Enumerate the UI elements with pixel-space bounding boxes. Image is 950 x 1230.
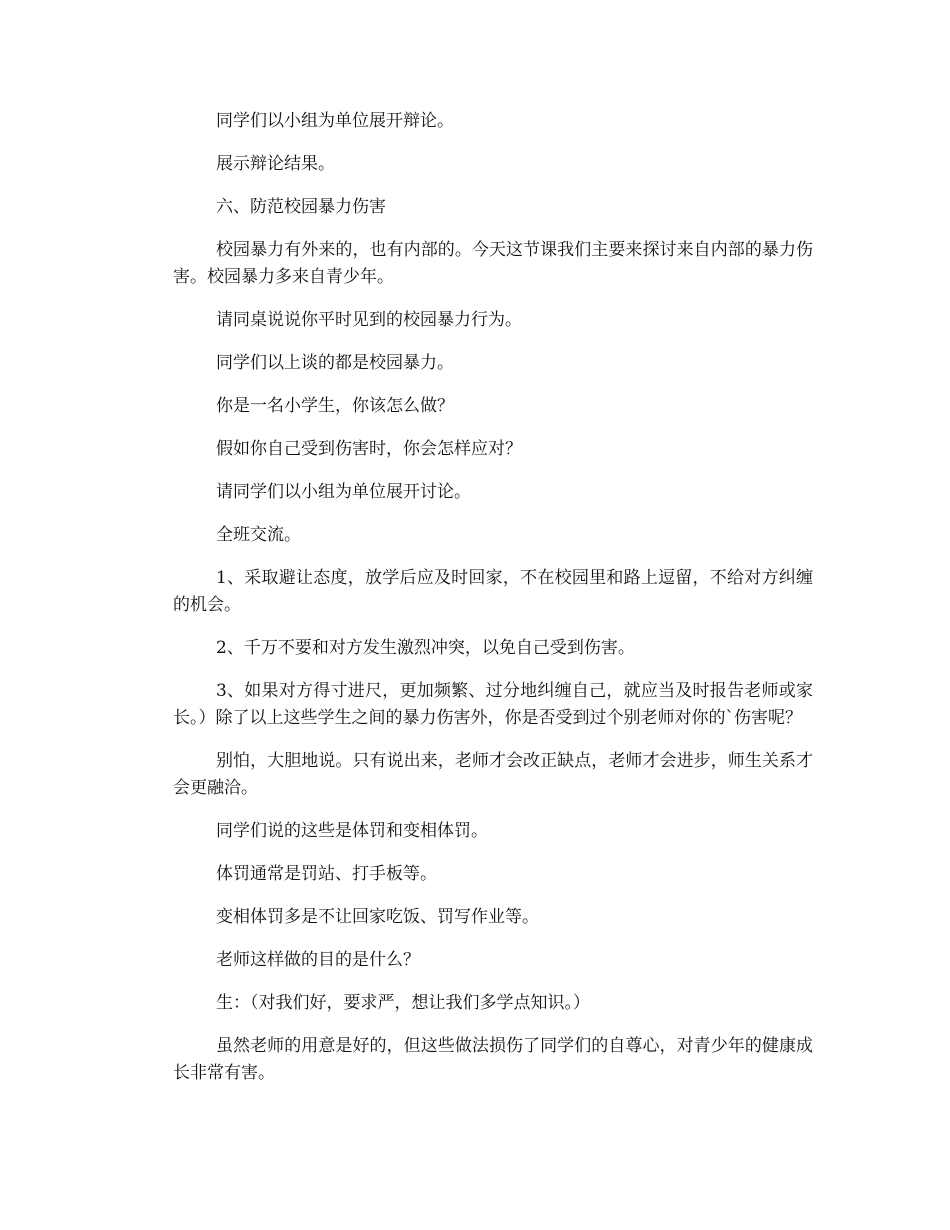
paragraph: 你是一名小学生，你该怎么做？ [216,396,454,416]
list-item: 1、采取避让态度，放学后应及时回家，不在校园里和路上逗留，不给对方纠缠的机会。 [173,568,813,615]
document-body [173,108,813,1103]
paragraph: 老师这样做的目的是什么？ [216,950,420,970]
paragraph: 同学们以上谈的都是校园暴力。 [216,353,454,373]
list-item: 3、如果对方得寸进尺，更加频繁、过分地纠缠自己，就应当及时报告老师或家长。）除了以上这些学生之间的暴力伤害外，你是否受到过个别老师对你的`伤害呢？ [173,681,813,728]
section-heading: 六、防范校园暴力伤害 [216,197,386,217]
paragraph: 展示辩论结果。 [216,154,335,174]
paragraph: 变相体罚多是不让回家吃饭、罚写作业等。 [216,907,539,927]
paragraph: 请同学们以小组为单位展开讨论。 [216,482,471,502]
paragraph: 别怕，大胆地说。只有说出来，老师才会改正缺点，老师才会进步，师生关系才会更融洽。 [173,751,813,798]
list-item: 2、千万不要和对方发生激烈冲突，以免自己受到伤害。 [216,638,635,658]
paragraph: 同学们以小组为单位展开辩论。 [216,111,454,131]
paragraph: 校园暴力有外来的，也有内部的。今天这节课我们主要来探讨来自内部的暴力伤害。校园暴力多来自青少年。 [173,240,813,287]
paragraph: 请同桌说说你平时见到的校园暴力行为。 [216,310,522,330]
paragraph: 生：（对我们好，要求严，想让我们多学点知识。） [216,993,590,1013]
paragraph: 体罚通常是罚站、打手板等。 [216,864,437,884]
paragraph: 同学们说的这些是体罚和变相体罚。 [216,821,488,841]
paragraph: 假如你自己受到伤害时，你会怎样应对？ [216,439,522,459]
paragraph: 全班交流。 [216,525,301,545]
paragraph: 虽然老师的用意是好的，但这些做法损伤了同学们的自尊心，对青少年的健康成长非常有害。 [173,1036,813,1083]
